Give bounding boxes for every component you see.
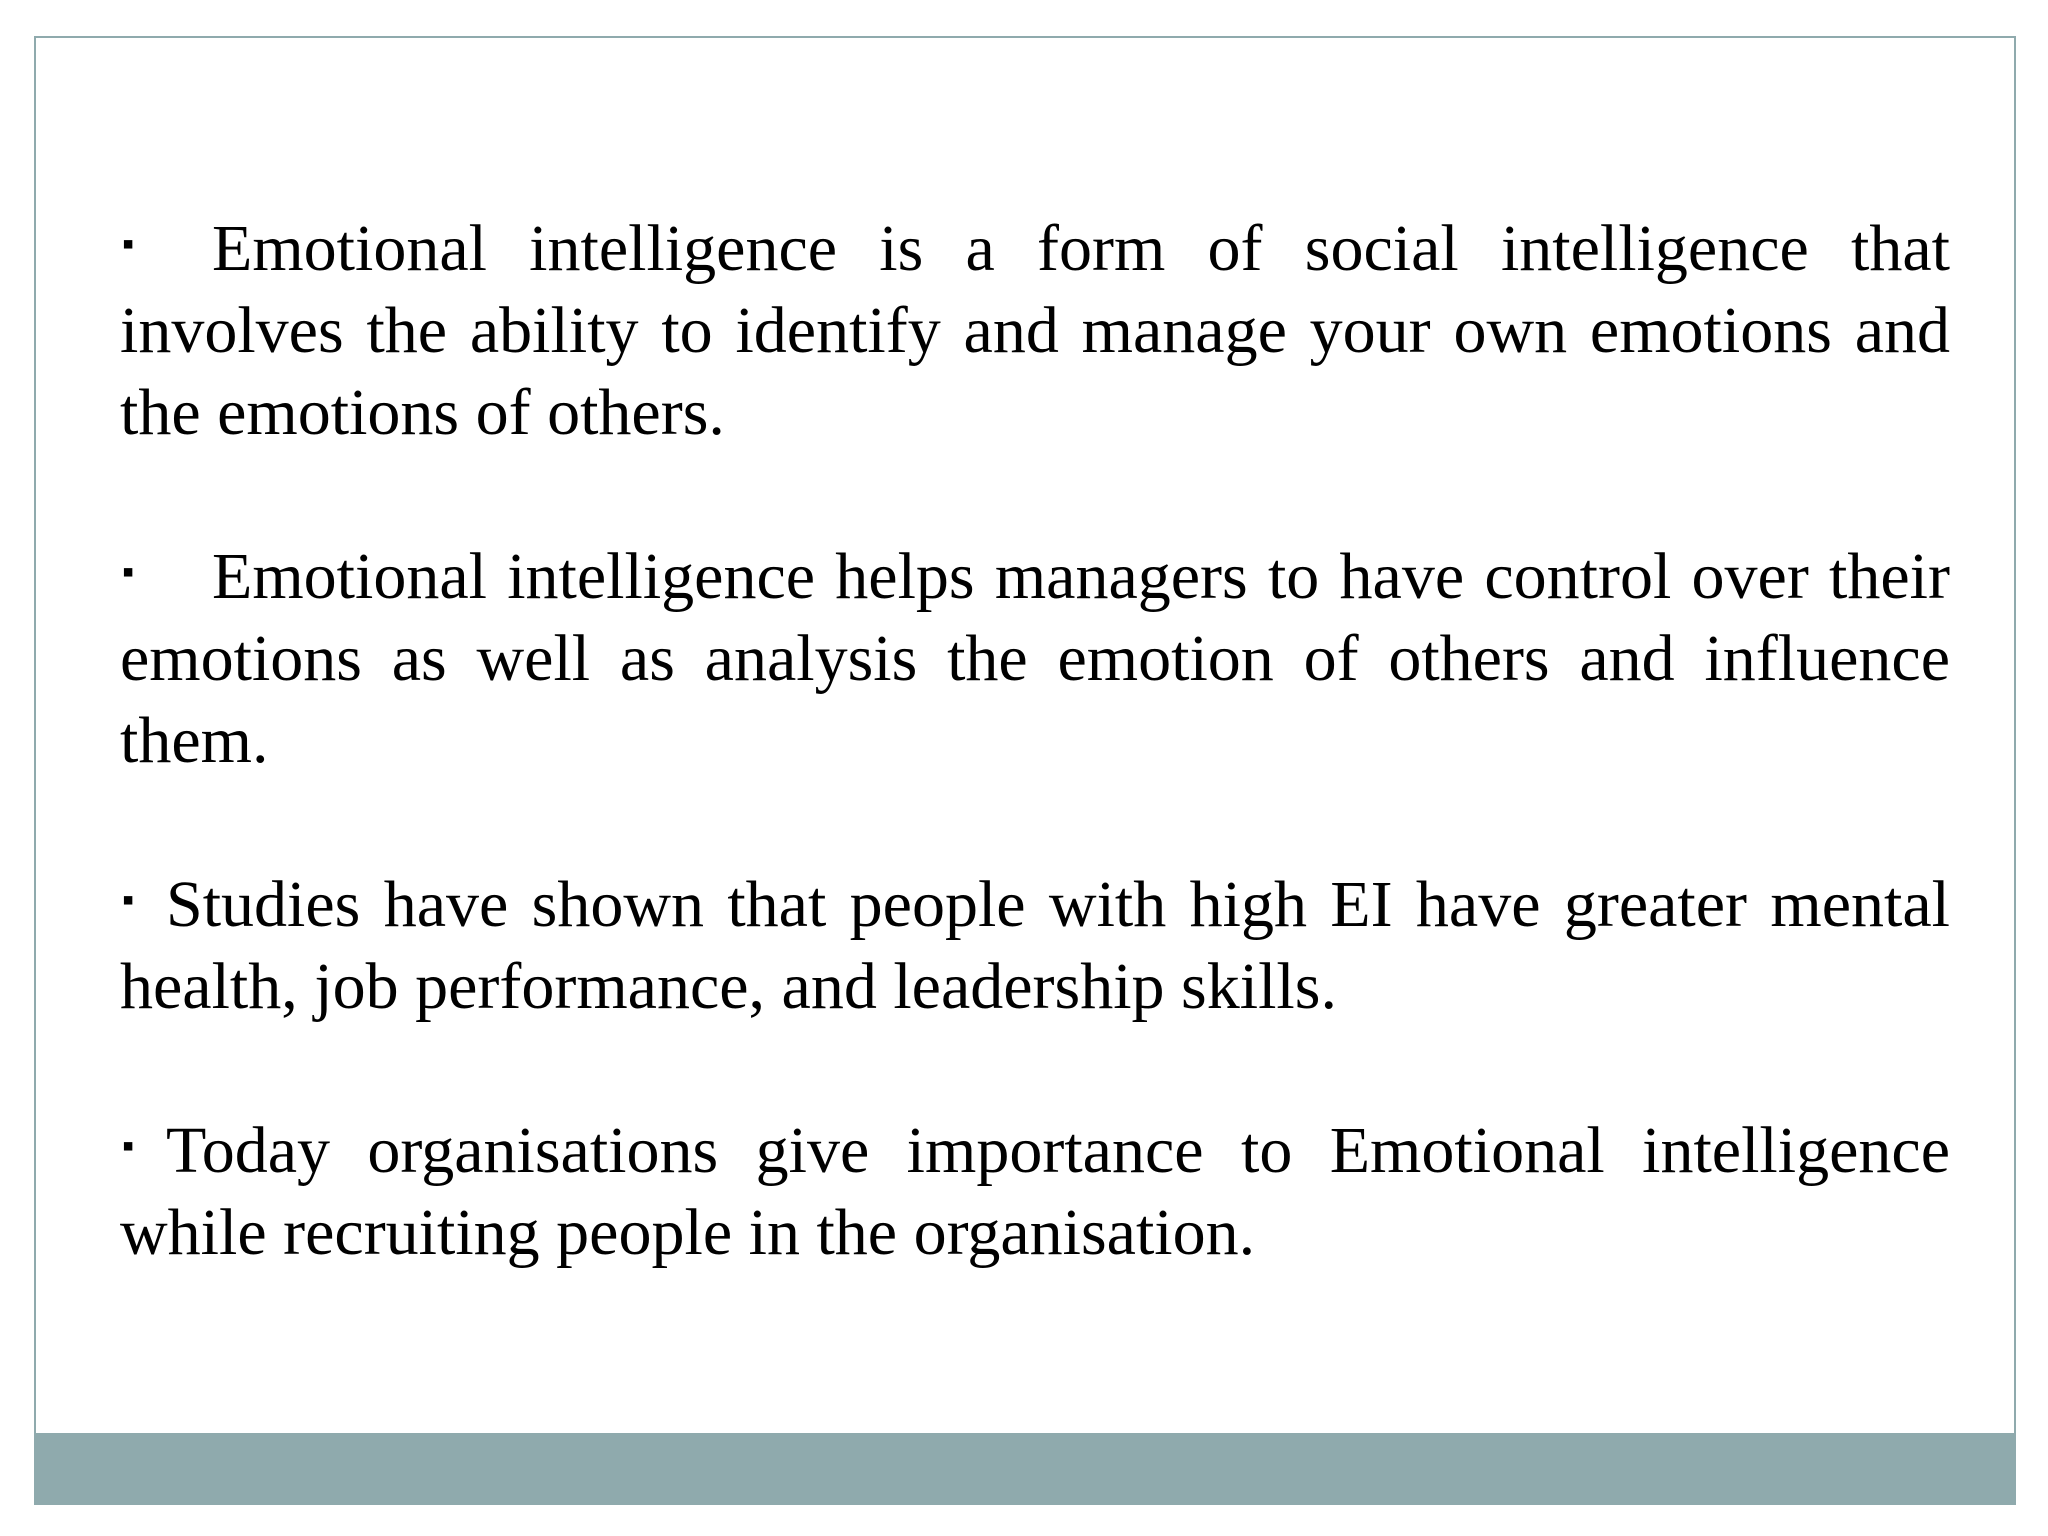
square-bullet-icon: ▪ bbox=[122, 553, 135, 591]
bullet-text: Emotional intelligence is a form of social intelligence that involves the ability to identify and manage your own emotions and the emotions of others. bbox=[120, 212, 1950, 449]
bullet-item-3 bbox=[120, 864, 1950, 1028]
bullet-text: Studies have shown that people with high EI have greater mental health, job performance, and leadership skills. bbox=[120, 868, 1950, 1023]
bullet-text: Emotional intelligence helps managers to have control over their emotions as well as analysis the emotion of others and influence them. bbox=[120, 540, 1950, 777]
bullet-item-1 bbox=[120, 208, 1950, 454]
bullet-item-4 bbox=[120, 1110, 1950, 1274]
slide bbox=[34, 36, 2016, 1505]
footer-accent-bar bbox=[36, 1433, 2014, 1503]
square-bullet-icon: ▪ bbox=[122, 225, 135, 263]
square-bullet-icon: ▪ bbox=[122, 881, 135, 919]
bullet-list bbox=[120, 208, 1950, 1274]
square-bullet-icon: ▪ bbox=[122, 1127, 135, 1165]
bullet-text: Today organisations give importance to Emotional intelligence while recruiting people in the organisation. bbox=[120, 1114, 1950, 1269]
bullet-item-2 bbox=[120, 536, 1950, 782]
